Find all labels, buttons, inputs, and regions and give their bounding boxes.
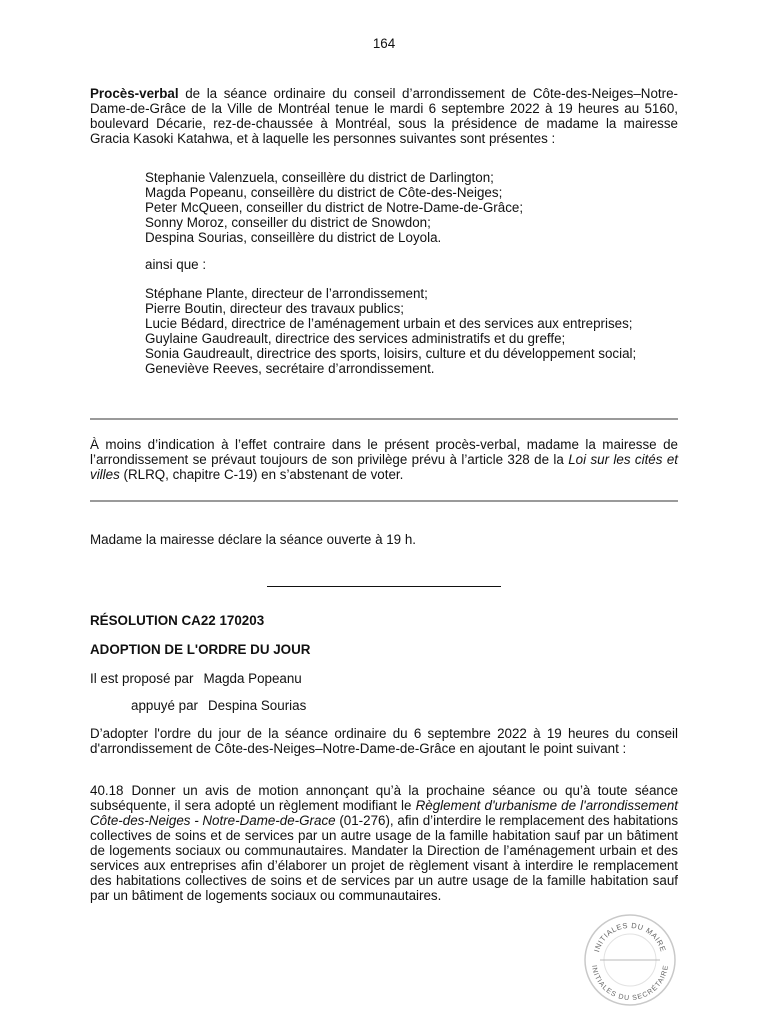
regulation-title: Règlement d'urbanisme de l'arrondissement Côte-des-Neiges - Notre-Dame-de-Grace [90, 798, 678, 828]
attendee-item: Stephanie Valenzuela, conseillère du district de Darlington; [145, 170, 494, 185]
also-label: ainsi que : [145, 257, 207, 272]
item-text-1: Donner un avis de motion annonçant qu’à la prochaine séance ou qu’à toute séance subséquente, il sera adopté un règlement modifiant le [90, 783, 678, 813]
stamp-top-text: INITIALES DU MAIRE [592, 920, 668, 954]
section-divider [90, 418, 678, 420]
resolution-title [90, 642, 678, 657]
intro-bold-lead: Procès-verbal [90, 86, 179, 101]
opening-statement: Madame la mairesse déclare la séance ouverte à 19 h. [90, 532, 417, 547]
resolution-number [90, 613, 678, 628]
seconded-line [131, 698, 678, 713]
attendee-item: Magda Popeanu, conseillère du district de Côte-des-Neiges; [145, 185, 503, 200]
separator-line [267, 586, 501, 587]
attendee-item: Lucie Bédard, directrice de l’aménagement urbain et des services aux entreprises; [145, 316, 633, 331]
law-title: Loi sur les cités et villes [90, 452, 678, 482]
seconded-by: Despina Sourias [208, 698, 307, 713]
resolution-title-text: ADOPTION DE L'ORDRE DU JOUR [90, 642, 311, 657]
attendee-item: Pierre Boutin, directeur des travaux publics; [145, 301, 405, 316]
intro-text-2: , et à laquelle les personnes suivantes sont présentes : [229, 131, 556, 146]
attendee-item: Geneviève Reeves, secrétaire d’arrondissement. [145, 361, 435, 376]
mayor-name: Gracia Kasoki Katahwa [90, 131, 230, 146]
seconded-label: appuyé par [131, 698, 199, 713]
proposed-line [90, 671, 678, 686]
attendee-item: Peter McQueen, conseiller du district de Notre-Dame-de-Grâce; [145, 200, 524, 215]
item-number: 40.18 [90, 783, 124, 798]
attendee-item: Stéphane Plante, directeur de l’arrondissement; [145, 286, 428, 301]
attendee-item: Sonia Gaudreault, directrice des sports, loisirs, culture et du développement social; [145, 346, 637, 361]
officials-list [145, 286, 678, 376]
notice-text-2: (RLRQ, chapitre C-19) en s’abstenant de voter. [119, 467, 404, 482]
councillor-list [145, 170, 678, 245]
agenda-item-paragraph [90, 783, 678, 903]
attendee-item: Sonny Moroz, conseiller du district de Snowdon; [145, 215, 431, 230]
intro-paragraph [90, 86, 678, 146]
adopt-paragraph: D’adopter l'ordre du jour de la séance ordinaire du 6 septembre 2022 à 19 heures du conseil d'arrondissement de Côte-des-Neiges–Notre-Dame-de-Grâce en ajoutant le point suivant : [90, 726, 678, 756]
section-divider [90, 500, 678, 502]
voting-notice [90, 437, 678, 482]
page-number: 164 [372, 36, 396, 51]
proposed-label: Il est proposé par [90, 671, 194, 686]
stamp-bottom-text: INITIALES DU SECRÉTAIRE [590, 964, 670, 1003]
resolution-number-text: RÉSOLUTION CA22 170203 [90, 613, 265, 628]
proposed-by: Magda Popeanu [203, 671, 302, 686]
notice-text-1: À moins d’indication à l’effet contraire dans le présent procès-verbal, madame la mairesse de l’arrondissement se prévaut toujours de son privilège prévu à l’article 328 de la [90, 437, 678, 467]
svg-text:INITIALES DU MAIRE [592, 921, 668, 953]
item-text-2: (01-276), afin d’interdire le remplacement des habitations collectives de soins et de services par un autre usage de la famille habitation sauf par un bâtiment de logements sociaux ou communautaires. Mandater la Direction de l’aménagement urbain et des services aux entreprises afin d’élaborer un projet de règlement visant à interdire le remplacement des habitations collectives de soins et de services par un autre usage de la famille habitation sauf par un bâtiment de logements sociaux ou communautaires. [90, 813, 679, 903]
attendee-item: Guylaine Gaudreault, directrice des services administratifs et du greffe; [145, 331, 566, 346]
intro-text-1: de la séance ordinaire du conseil d’arrondissement de Côte-des-Neiges–Notre-Dame-de-Grâce de la Ville de Montréal tenue le mardi 6 septembre 2022 à 19 heures au 5160, boulevard Décarie, rez-de-chaussée à Montréal, sous la présidence de madame la mairesse [90, 86, 678, 131]
initials-stamp [582, 912, 678, 1008]
attendee-item: Despina Sourias, conseillère du district de Loyola. [145, 230, 442, 245]
svg-text:INITIALES DU SECRÉTAIRE [590, 965, 670, 1002]
